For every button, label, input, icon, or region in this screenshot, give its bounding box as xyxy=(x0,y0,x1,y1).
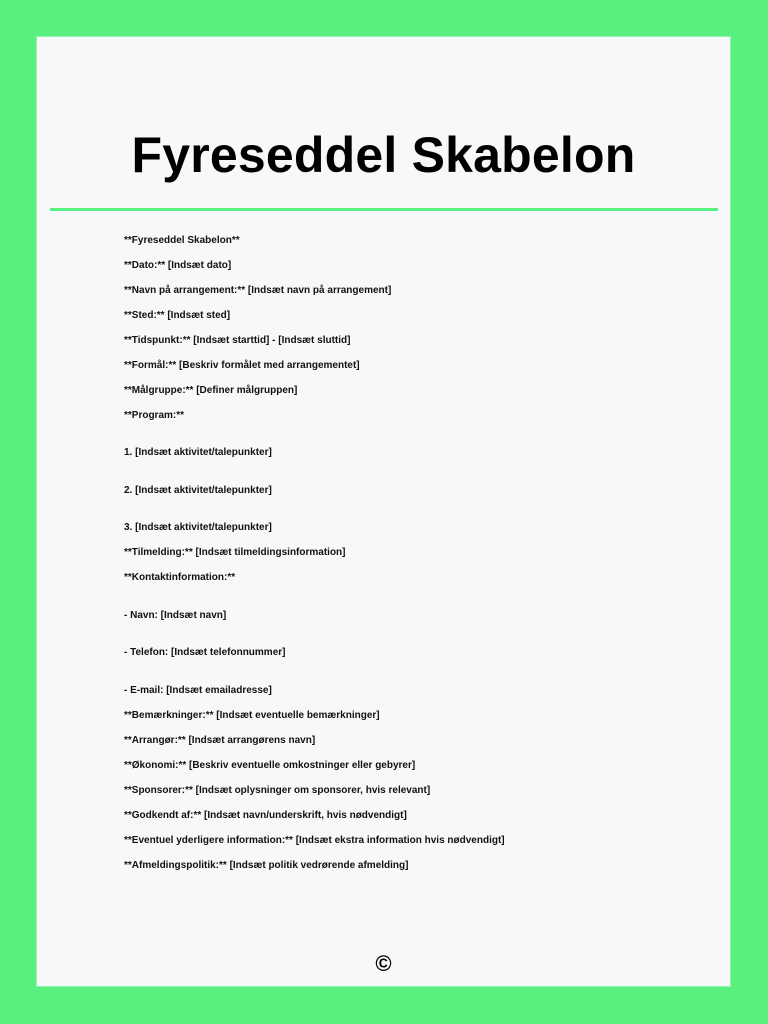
contact-navn: - Navn: [Indsæt navn] xyxy=(124,610,227,621)
line-program: **Program:** xyxy=(124,410,185,421)
program-item-3: 3. [Indsæt aktivitet/talepunkter] xyxy=(124,522,272,533)
line-arrangoer: **Arrangør:** [Indsæt arrangørens navn] xyxy=(124,735,316,746)
copyright-icon: © xyxy=(375,951,392,976)
contact-email: - E-mail: [Indsæt emailadresse] xyxy=(124,685,272,696)
document-page xyxy=(37,37,730,986)
line-sted: **Sted:** [Indsæt sted] xyxy=(124,310,231,321)
title-divider xyxy=(50,208,718,211)
line-tilmelding: **Tilmelding:** [Indsæt tilmeldingsinformation] xyxy=(124,547,346,558)
line-sponsorer: **Sponsorer:** [Indsæt oplysninger om sponsorer, hvis relevant] xyxy=(124,785,431,796)
line-godkendt-af: **Godkendt af:** [Indsæt navn/underskrift, hvis nødvendigt] xyxy=(124,810,407,821)
program-item-1: 1. [Indsæt aktivitet/talepunkter] xyxy=(124,447,272,458)
line-heading: **Fyreseddel Skabelon** xyxy=(124,235,240,246)
page-title: Fyreseddel Skabelon xyxy=(131,127,636,183)
line-formaal: **Formål:** [Beskriv formålet med arrangementet] xyxy=(124,360,360,371)
line-navn-arrangement: **Navn på arrangement:** [Indsæt navn på arrangement] xyxy=(124,285,392,296)
line-bemaerkninger: **Bemærkninger:** [Indsæt eventuelle bemærkninger] xyxy=(124,710,380,721)
program-item-2: 2. [Indsæt aktivitet/talepunkter] xyxy=(124,485,272,496)
line-oekonomi: **Økonomi:** [Beskriv eventuelle omkostninger eller gebyrer] xyxy=(124,760,416,771)
line-tidspunkt: **Tidspunkt:** [Indsæt starttid] - [Indsæt sluttid] xyxy=(124,335,351,346)
line-eventuel-information: **Eventuel yderligere information:** [Indsæt ekstra information hvis nødvendigt] xyxy=(124,835,505,846)
line-maalgruppe: **Målgruppe:** [Definer målgruppen] xyxy=(124,385,298,396)
line-dato: **Dato:** [Indsæt dato] xyxy=(124,260,232,271)
contact-telefon: - Telefon: [Indsæt telefonnummer] xyxy=(124,647,286,658)
line-kontaktinformation: **Kontaktinformation:** xyxy=(124,572,236,583)
line-afmeldingspolitik: **Afmeldingspolitik:** [Indsæt politik vedrørende afmelding] xyxy=(124,860,409,871)
